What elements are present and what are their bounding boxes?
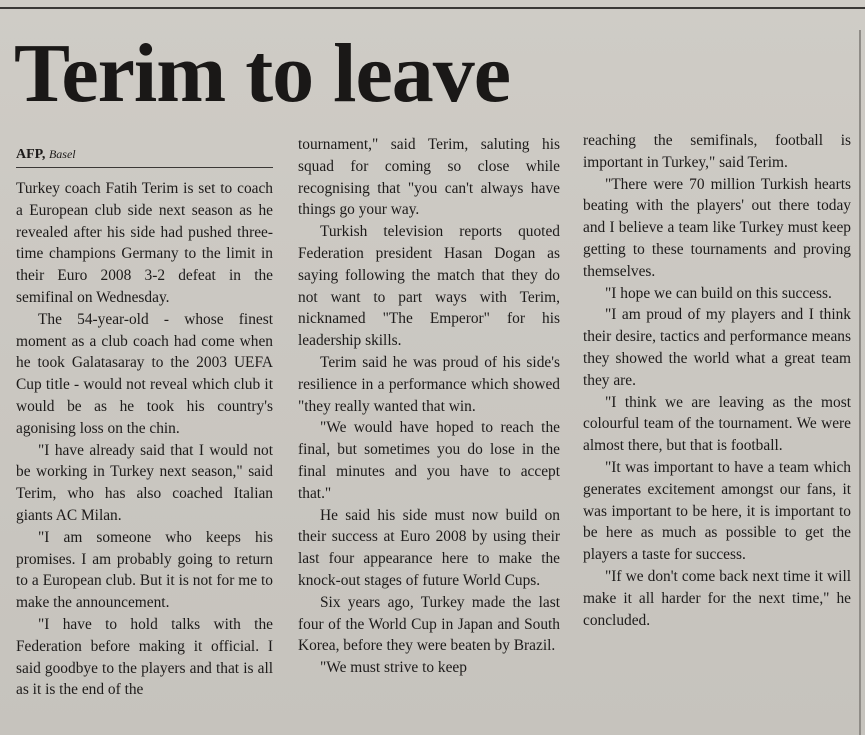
article-column-2: [298, 134, 560, 679]
paragraph: Six years ago, Turkey made the last four of the World Cup in Japan and South Korea, before they were beaten by Brazil.: [298, 593, 560, 655]
paragraph: "I have already said that I would not be working in Turkey next season," said Terim, who has also coached Italian giants AC Milan.: [16, 441, 273, 524]
paragraph: "There were 70 million Turkish hearts beating with the players' out there today and I believe a team like Turkey must keep getting to these tournaments and proving themselves.: [583, 175, 851, 280]
page-edge: [859, 30, 861, 735]
paragraph: tournament," said Terim, saluting his squad for coming so close while recognising that "you can't always have things go your way.: [298, 136, 560, 219]
paragraph: "It was important to have a team which generates excitement amongst our fans, it was important to be here, it is important to be here as much as possible to get the players a taste for success.: [583, 458, 851, 564]
paragraph: "We must strive to keep: [320, 659, 467, 677]
paragraph: "I think we are leaving as the most colourful team of the tournament. We were almost there, but that is football.: [583, 393, 851, 455]
paragraph: "I am proud of my players and I think their desire, tactics and performance means they showed the world what a great team they are.: [583, 306, 851, 389]
byline-rule: [16, 167, 273, 168]
paragraph: The 54-year-old - whose finest moment as a club coach had come when he took Galatasaray to the 2003 UEFA Cup title - would not reveal which club it would be as he took his country's agonising loss on the chin.: [16, 310, 273, 437]
paragraph: reaching the semifinals, football is important in Turkey," said Terim.: [583, 132, 851, 171]
paragraph: "If we don't come back next time it will make it all harder for the next time," he concluded.: [583, 567, 851, 629]
paragraph: "I am someone who keeps his promises. I am probably going to return to a European club. But it is not for me to make the announcement.: [16, 528, 273, 612]
top-rule: [0, 7, 865, 9]
headline: Terim to leave: [14, 27, 511, 120]
paragraph: Terim said he was proud of his side's resilience in a performance which showed "they really wanted that win.: [298, 353, 560, 415]
paragraph: "We would have hoped to reach the final, but sometimes you do lose in the final minutes and you have to accept that.": [298, 419, 560, 502]
paragraph: "I hope we can build on this success.: [605, 284, 832, 302]
article-column-1: [16, 178, 273, 701]
article-column-3: [583, 130, 851, 631]
byline: [16, 147, 76, 163]
paragraph: He said his side must now build on their success at Euro 2008 by using their last four appearance here to make the knock-out stages of future World Cups.: [298, 506, 560, 589]
byline-place: Basel: [48, 147, 76, 161]
paragraph: "I have to hold talks with the Federation before making it official. I said goodbye to the players and that is all as it is the end of the: [16, 615, 273, 699]
paragraph: Turkey coach Fatih Terim is set to coach a European club side next season as he revealed after his side had pushed three-time champions Germany to the limit in their Euro 2008 3-2 defeat in the semifinal on Wednesday.: [16, 180, 273, 306]
paragraph: Turkish television reports quoted Federation president Hasan Dogan as saying following the match that they do not want to part ways with Terim, nicknamed "The Emperor" for his leadership skills.: [298, 223, 560, 350]
byline-agency: AFP,: [16, 147, 46, 162]
